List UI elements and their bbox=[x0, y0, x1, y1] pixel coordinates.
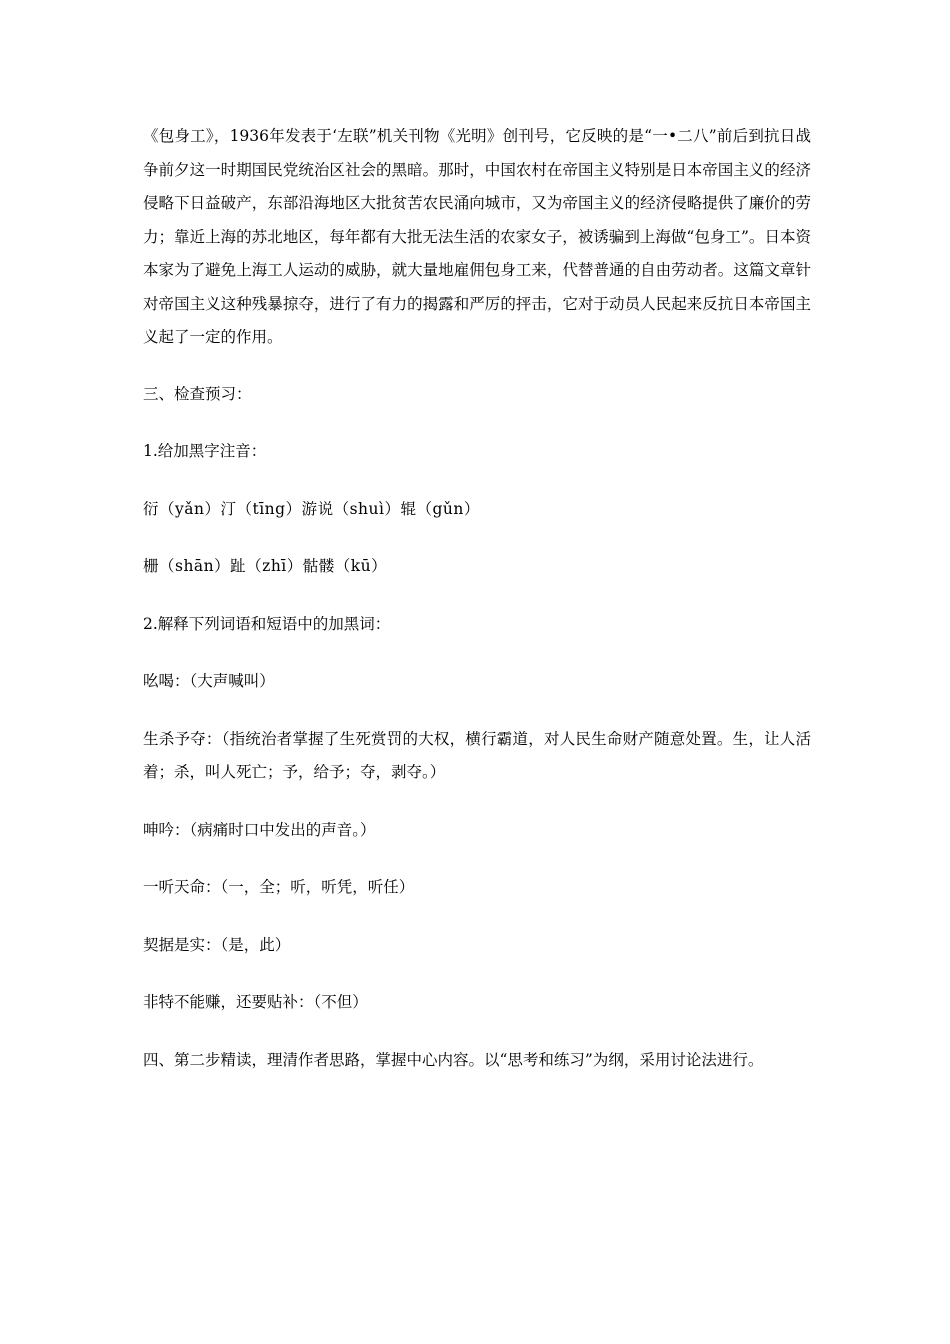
intro-paragraph: 《包身工》，1936年发表于‘左联”机关刊物《光明》创刊号，它反映的是“一•二八”前后到抗日战争前夕这一时期国民党统治区社会的黑暗。那时，中国农村在帝国主义特别是日本帝国主义的经济侵略下日益破产，东部沿海地区大批贫苦农民涌向城市，又为帝国主义的经济侵略提供了廉价的劳力；靠近上海的苏北地区，每年都有大批无法生活的农家女子，被诱骗到上海做“包身工”。日本资本家为了避免上海工人运动的威胁，就大量地雇佣包身工来，代替普通的自由劳动者。这篇文章针对帝国主义这种残暴掠夺，进行了有力的揭露和严厉的抨击，它对于动员人民起来反抗日本帝国主义起了一定的作用。 bbox=[143, 127, 811, 346]
definition-item: 契据是实：（是，此） bbox=[143, 935, 291, 954]
document-body bbox=[143, 120, 811, 1077]
definition-item: 呻吟：（病痛时口中发出的声音。） bbox=[143, 820, 376, 839]
pinyin-line-2: 栅（shān）趾（zhī）骷髅（kū） bbox=[143, 557, 388, 575]
section-3-heading: 三、检查预习： bbox=[143, 384, 252, 403]
definition-item: 吆喝：（大声喊叫） bbox=[143, 672, 275, 690]
definition-item: 生杀予夺：（指统治者掌握了生死赏罚的大权，横行霸道，对人民生命财产随意处置。生，让人活着；杀，叫人死亡；予，给予；夺，剥夺。） bbox=[143, 729, 811, 781]
section-4-paragraph: 四、第二步精读，理清作者思路，掌握中心内容。以“思考和练习”为纲，采用讨论法进行。 bbox=[143, 1050, 764, 1069]
question-2-heading: 2.解释下列词语和短语中的加黑词： bbox=[143, 614, 391, 633]
definition-item: 非特不能赚，还要贴补：（不但） bbox=[143, 993, 368, 1011]
definition-item: 一听天命：（一，全；听，听凭，听任） bbox=[143, 878, 415, 896]
pinyin-line-1: 衍（yǎn）汀（tīng）游说（shuì）辊（gǔn） bbox=[143, 499, 480, 518]
question-1-heading: 1.给加黑字注音： bbox=[143, 442, 267, 460]
